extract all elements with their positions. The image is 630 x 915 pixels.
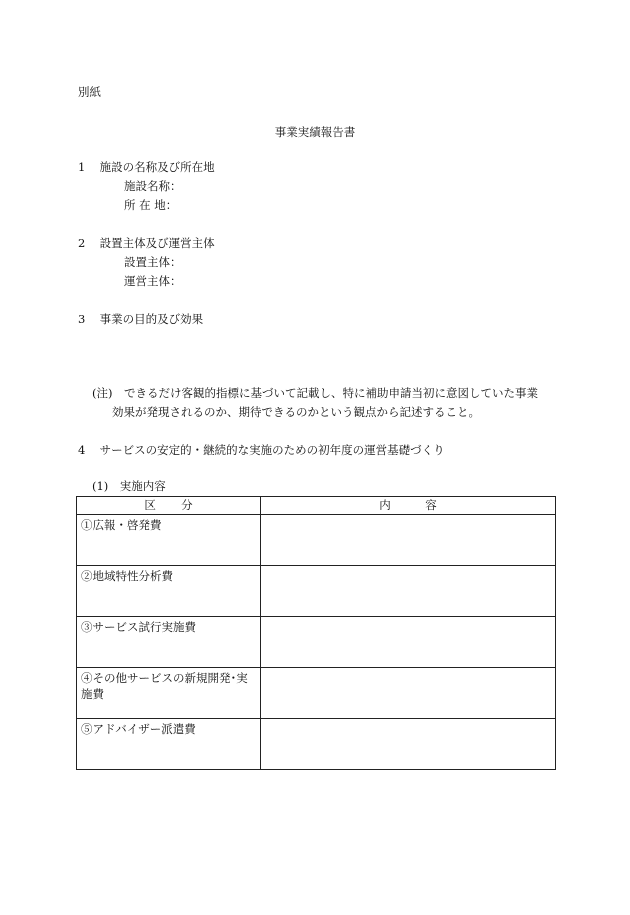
table-row xyxy=(77,565,556,616)
table-row xyxy=(77,667,556,718)
row-content[interactable] xyxy=(261,514,556,565)
section-1-heading xyxy=(78,162,215,174)
row-category: ①広報・啓発費 xyxy=(77,514,261,565)
field-facility-name: 施設名称： xyxy=(124,179,182,193)
field-founder: 設置主体： xyxy=(124,255,182,269)
section-number: 1 xyxy=(78,160,86,174)
table-caption: (1) 実施内容 xyxy=(92,479,166,493)
section-number: 3 xyxy=(78,312,86,326)
implementation-table xyxy=(76,496,556,770)
field-operator: 運営主体： xyxy=(124,274,182,288)
table-row xyxy=(77,718,556,769)
section-title: 施設の名称及び所在地 xyxy=(99,160,215,174)
document-title: 事業実績報告書 xyxy=(274,125,356,139)
section-number: 2 xyxy=(78,236,86,250)
note-line-2: 効果が発現されるのか、期待できるのかという観点から記述すること。 xyxy=(112,405,480,419)
table-row xyxy=(77,514,556,565)
section-title: 事業の目的及び効果 xyxy=(99,312,204,326)
row-category: ⑤アドバイザー派遣費 xyxy=(77,718,261,769)
row-category: ③サービス試行実施費 xyxy=(77,616,261,667)
section-number: 4 xyxy=(78,443,86,457)
section-3-heading xyxy=(78,314,203,326)
row-content[interactable] xyxy=(261,718,556,769)
section-2-heading xyxy=(78,238,215,250)
table-row xyxy=(77,616,556,667)
row-content[interactable] xyxy=(261,565,556,616)
header-content: 内容 xyxy=(261,497,556,515)
section-title: サービスの安定的・継続的な実施のための初年度の運営基礎づくり xyxy=(99,443,445,457)
section-title: 設置主体及び運営主体 xyxy=(99,236,215,250)
header-category: 区分 xyxy=(77,497,261,515)
row-category: ④その他サービスの新規開発･実施費 xyxy=(77,667,261,718)
note-line-1: (注) できるだけ客観的指標に基づいて記載し、特に補助申請当初に意図していた事業 xyxy=(92,386,538,400)
annex-label: 別紙 xyxy=(78,85,101,99)
row-content[interactable] xyxy=(261,616,556,667)
field-location: 所 在 地： xyxy=(124,198,178,212)
table-header-row xyxy=(77,497,556,515)
row-category: ②地域特性分析費 xyxy=(77,565,261,616)
row-content[interactable] xyxy=(261,667,556,718)
section-4-heading xyxy=(78,445,445,457)
